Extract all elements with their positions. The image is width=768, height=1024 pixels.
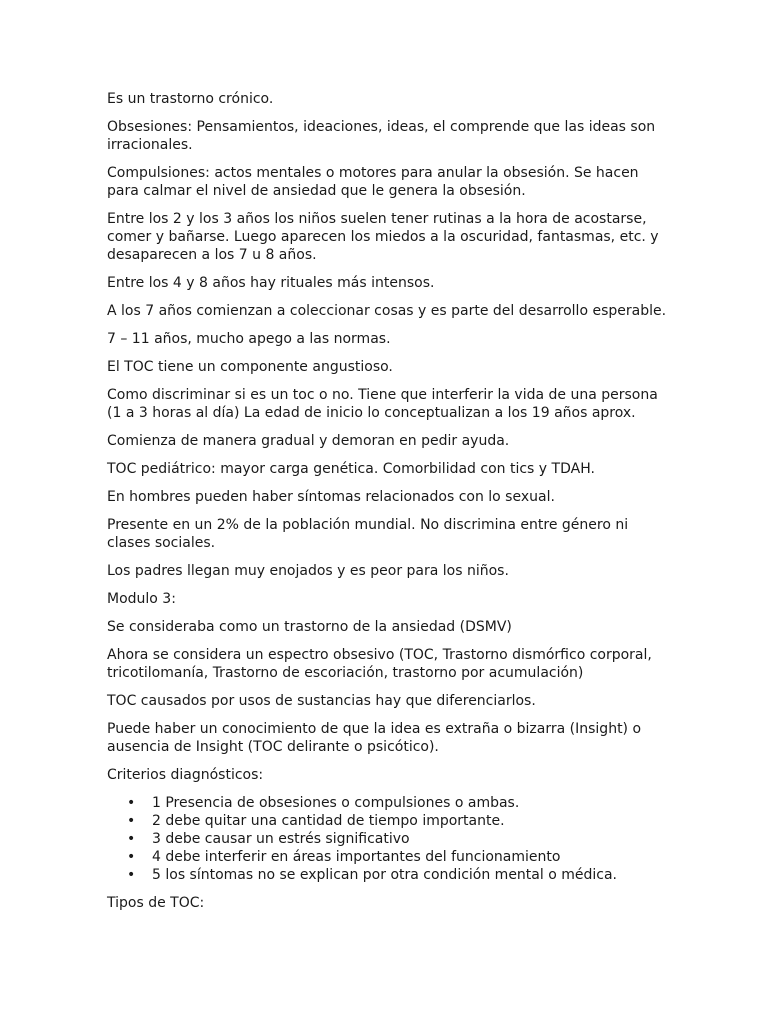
- criteria-list: [107, 794, 667, 884]
- paragraph: Los padres llegan muy enojados y es peor para los niños.: [107, 563, 509, 579]
- paragraph: Comienza de manera gradual y demoran en pedir ayuda.: [107, 433, 510, 449]
- bullet-icon: •: [127, 867, 136, 883]
- paragraph: Como discriminar si es un toc o no. Tiene que interferir la vida de una persona (1 a 3 horas al día) La edad de inicio lo conceptualizan a los 19 años aprox.: [107, 387, 658, 421]
- bullet-icon: •: [127, 813, 136, 829]
- paragraph: TOC pediátrico: mayor carga genética. Comorbilidad con tics y TDAH.: [107, 461, 595, 477]
- paragraph: Obsesiones: Pensamientos, ideaciones, ideas, el comprende que las ideas son irracionales.: [107, 119, 656, 153]
- paragraph: Compulsiones: actos mentales o motores para anular la obsesión. Se hacen para calmar el nivel de ansiedad que le genera la obsesión.: [107, 165, 639, 199]
- paragraph: TOC causados por usos de sustancias hay que diferenciarlos.: [107, 693, 536, 709]
- paragraph: Puede haber un conocimiento de que la idea es extraña o bizarra (Insight) o ausencia de Insight (TOC delirante o psicótico).: [107, 721, 642, 755]
- paragraph: Ahora se considera un espectro obsesivo (TOC, Trastorno dismórfico corporal, tricotilomanía, Trastorno de escoriación, trastorno por acumulación): [107, 647, 652, 681]
- section-heading-modulo-3: Modulo 3:: [107, 591, 176, 607]
- paragraph: Es un trastorno crónico.: [107, 91, 274, 107]
- bullet-icon: •: [127, 849, 136, 865]
- paragraph: Entre los 4 y 8 años hay rituales más intensos.: [107, 275, 435, 291]
- paragraph: 7 – 11 años, mucho apego a las normas.: [107, 331, 391, 347]
- list-item-text: 1 Presencia de obsesiones o compulsiones o ambas.: [152, 795, 520, 811]
- list-item-text: 3 debe causar un estrés significativo: [152, 831, 410, 847]
- list-item-text: 2 debe quitar una cantidad de tiempo importante.: [152, 813, 505, 829]
- paragraph: Entre los 2 y los 3 años los niños suelen tener rutinas a la hora de acostarse, comer y bañarse. Luego aparecen los miedos a la oscuridad, fantasmas, etc. y desaparecen a los 7 u 8 años.: [107, 211, 659, 263]
- list-item: [127, 794, 667, 812]
- bullet-icon: •: [127, 795, 136, 811]
- types-heading: Tipos de TOC:: [107, 895, 205, 911]
- list-item-text: 5 los síntomas no se explican por otra condición mental o médica.: [152, 867, 617, 883]
- list-item: [127, 812, 667, 830]
- criteria-heading: Criterios diagnósticos:: [107, 767, 264, 783]
- paragraph: A los 7 años comienzan a coleccionar cosas y es parte del desarrollo esperable.: [107, 303, 667, 319]
- paragraph: Se consideraba como un trastorno de la ansiedad (DSMV): [107, 619, 512, 635]
- list-item-text: 4 debe interferir en áreas importantes del funcionamiento: [152, 849, 561, 865]
- paragraph: Presente en un 2% de la población mundial. No discrimina entre género ni clases sociales.: [107, 517, 629, 551]
- paragraph: En hombres pueden haber síntomas relacionados con lo sexual.: [107, 489, 555, 505]
- list-item: [127, 866, 667, 884]
- bullet-icon: •: [127, 831, 136, 847]
- list-item: [127, 848, 667, 866]
- document-body: [107, 90, 667, 922]
- list-item: [127, 830, 667, 848]
- paragraph: El TOC tiene un componente angustioso.: [107, 359, 393, 375]
